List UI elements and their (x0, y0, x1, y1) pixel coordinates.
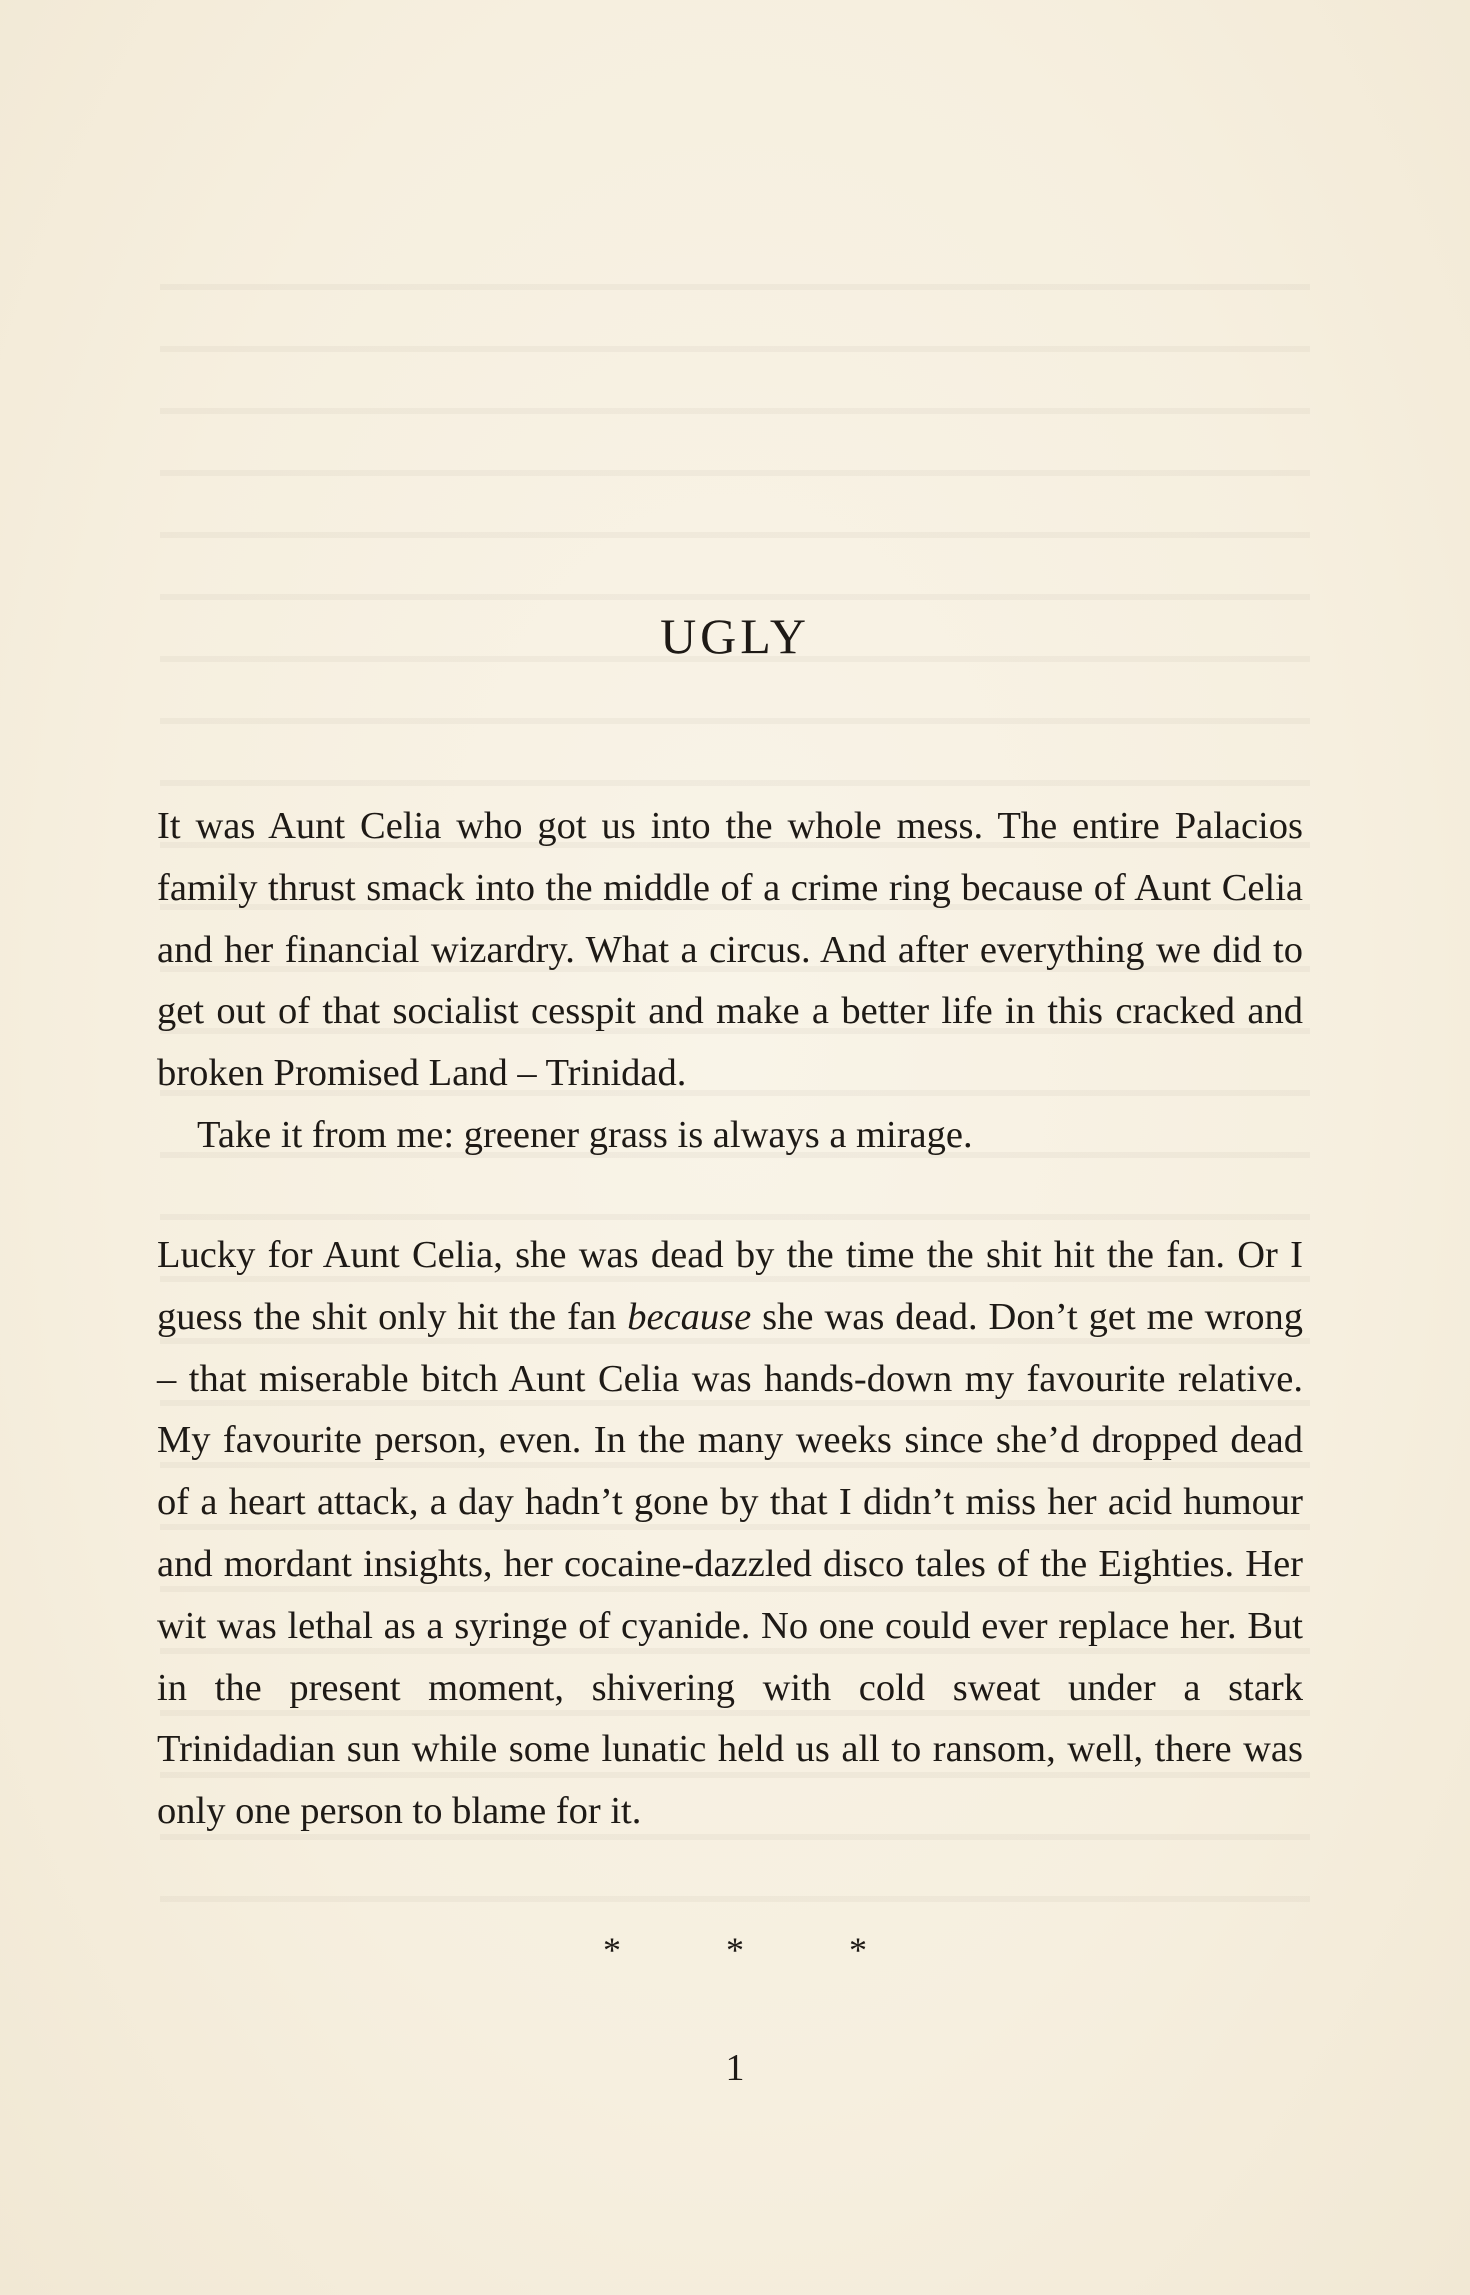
paragraph-3-part-2: she was dead. Don’t get me wrong – that miserable bitch Aunt Celia was hands-down my favourite relative. My favourite person, even. In the many weeks since she’d dropped dead of a heart attack, a day hadn’t gone by that I didn’t miss her acid humour and mordant insights, her cocaine-dazzled disco tales of the Eighties. Her wit was lethal as a syringe of cyanide. No one could ever replace her. But in the present moment, shivering with cold sweat under a stark Trinidadian sun while some lunatic held us all to ransom, well, there was only one person to blame for it. (157, 1295, 1303, 1833)
paragraph-3-part-1: Lucky for Aunt Celia, she was dead by the time the shit hit the fan. Or I guess the shit only hit the fan (157, 1234, 1303, 1338)
paragraph-2: Take it from me: greener grass is always a mirage. (197, 1113, 973, 1156)
chapter-title: UGLY (660, 608, 810, 664)
paragraph-3 (157, 1225, 1303, 1843)
opening-section (157, 796, 1303, 1167)
second-section (157, 1225, 1303, 1843)
paragraph-1: It was Aunt Celia who got us into the whole mess. The entire Palacios family thrust smack into the middle of a crime ring because of Aunt Celia and her financial wizardry. What a circus. And after everything we did to get out of that socialist cesspit and make a better life in this cracked and broken Promised Land – Trinidad. (157, 805, 1303, 1095)
scene-break: * * * (603, 1930, 915, 1970)
page-number: 1 (725, 2047, 745, 2089)
paragraph-3-italic: because (627, 1295, 752, 1338)
